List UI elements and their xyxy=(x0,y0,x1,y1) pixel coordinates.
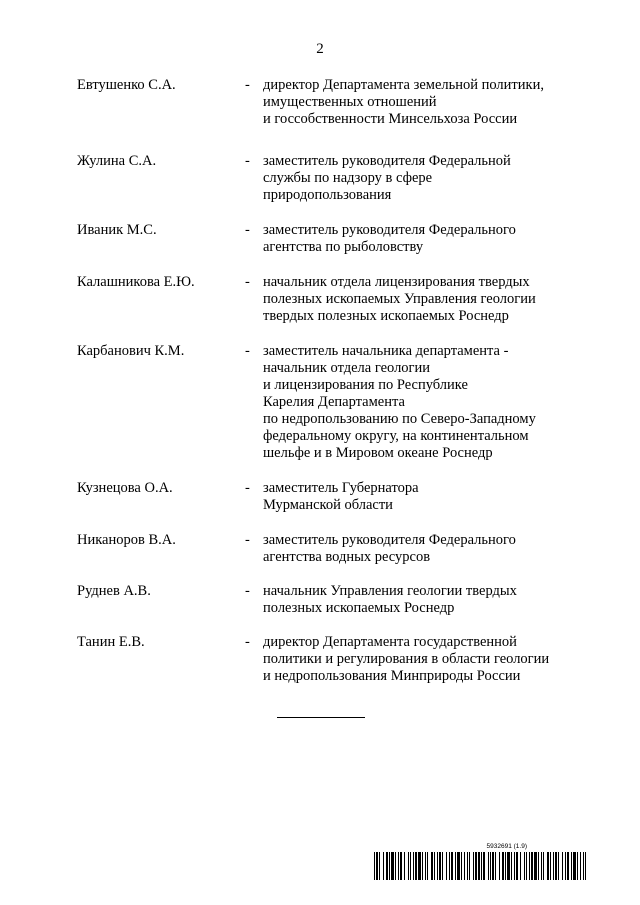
barcode-bar xyxy=(565,852,566,880)
barcode-bar xyxy=(490,852,491,880)
position-line: заместитель руководителя Федеральной xyxy=(263,153,511,169)
position-line: заместитель руководителя Федерального xyxy=(263,532,516,548)
barcode-bar xyxy=(558,852,559,880)
barcode-bar xyxy=(413,852,414,880)
barcode-bar xyxy=(555,852,557,880)
barcode-bar xyxy=(374,852,375,880)
barcode-bar xyxy=(583,852,584,880)
barcode-bar xyxy=(478,852,480,880)
member-position xyxy=(263,480,577,514)
member-entry xyxy=(77,153,577,222)
barcode-bar xyxy=(526,852,527,880)
barcode-bar xyxy=(585,852,586,880)
position-line: по недропользованию по Северо-Западному xyxy=(263,411,536,427)
barcode-bar xyxy=(391,852,394,880)
position-line: и недропользования Минприроды России xyxy=(263,668,521,684)
member-position xyxy=(263,274,577,325)
position-line: Мурманской области xyxy=(263,497,393,513)
position-line: начальник отдела геологии xyxy=(263,360,431,376)
position-line: директор Департамента земельной политики, xyxy=(263,77,544,93)
barcode-bar xyxy=(529,852,530,880)
position-line: и лицензирования по Республике xyxy=(263,377,468,393)
barcode-bar xyxy=(404,852,405,880)
position-line: и госсобственности Минсельхоза России xyxy=(263,111,518,127)
member-position xyxy=(263,343,577,462)
barcode-bar xyxy=(483,852,485,880)
position-line: начальник Управления геологии твердых xyxy=(263,583,517,599)
barcode-bar xyxy=(383,852,384,880)
member-name: Евтушенко С.А. xyxy=(77,77,176,93)
position-line: агентства по рыболовству xyxy=(263,239,424,255)
member-dash: - xyxy=(245,583,250,599)
barcode-bar xyxy=(437,852,438,880)
position-line: шельфе и в Мировом океане Роснедр xyxy=(263,445,493,461)
page-number: 2 xyxy=(316,41,324,57)
barcode-bar xyxy=(439,852,441,880)
barcode-bar xyxy=(481,852,482,880)
barcode-bar xyxy=(398,852,399,880)
barcode-bar xyxy=(495,852,496,880)
barcode-bar xyxy=(524,852,525,880)
barcode-bar xyxy=(415,852,417,880)
barcode-bar xyxy=(492,852,494,880)
barcode-bar xyxy=(427,852,428,880)
position-line: полезных ископаемых Управления геологии xyxy=(263,291,536,307)
member-position xyxy=(263,77,577,128)
position-line: начальник отдела лицензирования твердых xyxy=(263,274,530,290)
barcode-bar xyxy=(567,852,569,880)
barcode-bar xyxy=(502,852,504,880)
barcode-bar xyxy=(457,852,460,880)
barcode-bar xyxy=(464,852,465,880)
barcode-bar xyxy=(434,852,435,880)
barcode-bar xyxy=(520,852,521,880)
barcode-bar xyxy=(451,852,453,880)
member-dash: - xyxy=(245,532,250,548)
barcode-bar xyxy=(376,852,378,880)
position-line: имущественных отношений xyxy=(263,94,437,110)
barcode-bar xyxy=(469,852,470,880)
member-dash: - xyxy=(245,480,250,496)
member-dash: - xyxy=(245,222,250,238)
member-name: Никаноров В.А. xyxy=(77,532,176,548)
barcode-bar xyxy=(379,852,380,880)
position-line: агентства водных ресурсов xyxy=(263,549,431,565)
barcode-bar xyxy=(389,852,390,880)
barcode-bar xyxy=(547,852,549,880)
barcode-bar xyxy=(422,852,423,880)
member-name: Калашникова Е.Ю. xyxy=(77,274,195,290)
barcode-bar xyxy=(446,852,447,880)
barcode-bar xyxy=(400,852,402,880)
member-position xyxy=(263,583,577,617)
barcode-bar xyxy=(467,852,468,880)
barcode-bar xyxy=(461,852,462,880)
barcode-bar xyxy=(473,852,474,880)
member-name: Руднев А.В. xyxy=(77,583,151,599)
member-name: Жулина С.А. xyxy=(77,153,157,169)
barcode-bar xyxy=(507,852,510,880)
member-entry xyxy=(77,343,577,480)
position-line: заместитель Губернатора xyxy=(263,480,419,496)
member-entry xyxy=(77,222,577,274)
barcode-bar xyxy=(511,852,512,880)
position-line: заместитель начальника департамента - xyxy=(263,343,509,359)
barcode-bar xyxy=(514,852,515,880)
member-position xyxy=(263,153,577,204)
barcode-bar xyxy=(580,852,581,880)
separator-line xyxy=(277,717,365,718)
position-line: федеральному округу, на континентальном xyxy=(263,428,529,444)
barcode-bar xyxy=(577,852,578,880)
barcode-bar xyxy=(475,852,477,880)
barcode-bar xyxy=(395,852,396,880)
member-entry xyxy=(77,634,577,686)
member-entry xyxy=(77,77,577,153)
barcode-number: 5932691 (1.9) xyxy=(486,843,527,850)
member-dash: - xyxy=(245,77,250,93)
barcode-bar xyxy=(442,852,443,880)
barcode-bar xyxy=(425,852,426,880)
barcode-bar xyxy=(408,852,409,880)
position-line: природопользования xyxy=(263,187,392,203)
barcode-bar xyxy=(516,852,518,880)
barcode-bar xyxy=(410,852,411,880)
member-dash: - xyxy=(245,343,250,359)
barcode-bar xyxy=(499,852,500,880)
member-entry xyxy=(77,532,577,583)
barcode-bar xyxy=(449,852,450,880)
members-list xyxy=(77,77,577,686)
member-name: Иваник М.С. xyxy=(77,222,157,238)
member-name: Кузнецова О.А. xyxy=(77,480,173,496)
position-line: Карелия Департамента xyxy=(263,394,405,410)
position-line: твердых полезных ископаемых Роснедр xyxy=(263,308,509,324)
position-line: директор Департамента государственной xyxy=(263,634,517,650)
barcode-image xyxy=(374,852,589,880)
barcode-bar xyxy=(431,852,433,880)
member-position xyxy=(263,532,577,566)
position-line: полезных ископаемых Роснедр xyxy=(263,600,455,616)
barcode-bar xyxy=(573,852,576,880)
member-position xyxy=(263,634,577,685)
barcode-bar xyxy=(562,852,563,880)
member-dash: - xyxy=(245,153,250,169)
member-dash: - xyxy=(245,274,250,290)
member-entry xyxy=(77,583,577,634)
position-line: заместитель руководителя Федерального xyxy=(263,222,516,238)
member-entry xyxy=(77,274,577,343)
barcode-bar xyxy=(418,852,421,880)
barcode-bar xyxy=(550,852,551,880)
barcode-bar xyxy=(531,852,533,880)
barcode-bar xyxy=(488,852,489,880)
member-name: Танин Е.В. xyxy=(77,634,145,650)
barcode-bar xyxy=(505,852,506,880)
barcode-bar xyxy=(455,852,456,880)
barcode-bar xyxy=(534,852,537,880)
barcode-bar xyxy=(571,852,572,880)
position-line: политики и регулирования в области геологии xyxy=(263,651,550,667)
barcode-bar xyxy=(543,852,544,880)
member-entry xyxy=(77,480,577,532)
member-dash: - xyxy=(245,634,250,650)
barcode-bar xyxy=(386,852,388,880)
member-name: Карбанович К.М. xyxy=(77,343,185,359)
barcode-block xyxy=(374,843,589,880)
barcode-bar xyxy=(541,852,542,880)
barcode-bar xyxy=(553,852,554,880)
position-line: службы по надзору в сфере xyxy=(263,170,433,186)
member-position xyxy=(263,222,577,256)
barcode-bar xyxy=(538,852,539,880)
